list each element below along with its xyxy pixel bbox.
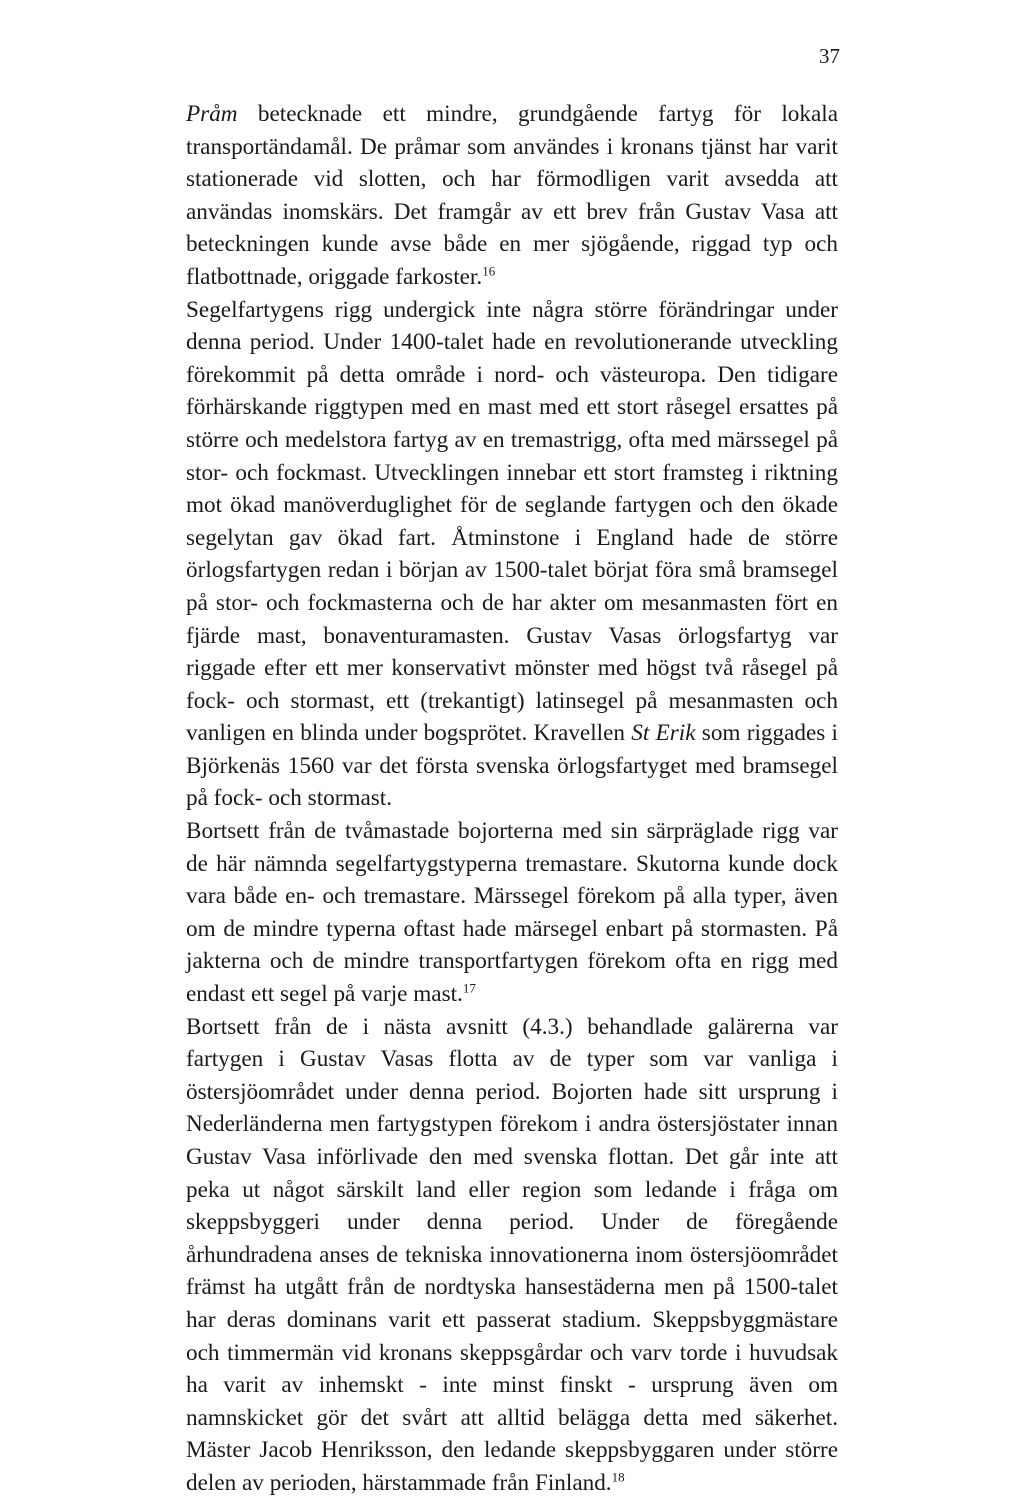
paragraph-ship-types	[186, 815, 838, 1011]
paragraph-text: Segelfartygens rigg undergick inte några större förändringar under denna period. Under 1400-talet hade en revolutionerande utveckling förekommit på detta område i nord- och västeuropa. Den tidigare förhärskande riggtypen med en mast med ett stort råsegel ersattes på större och medelstora fartyg av en tremastrigg, ofta med märssegel på stor- och fockmast. Utvecklingen innebar ett stort framsteg i riktning mot ökad manöverduglighet för de seglande fartygen och den ökade segelytan gav ökad fart. Åtminstone i England hade de större örlogsfartygen redan i början av 1500-talet börjat föra små bramsegel på stor- och fockmasterna och de har akter om mesanmasten fört en fjärde mast, bonaventuramasten. Gustav Vasas örlogsfartyg var riggade efter ett mer konservativt mönster med högst två råsegel på fock- och stormast, ett (trekantigt) latinsegel på mesanmasten och vanligen en blinda under bogsprötet. Kravellen	[186, 296, 838, 747]
paragraph-shipbuilding	[186, 1011, 838, 1500]
footnote-ref-17[interactable]: 17	[462, 980, 476, 996]
paragraph-text: Bortsett från de i nästa avsnitt (4.3.) behandlade galärerna var fartygen i Gustav Vasas flotta av de typer som var vanliga i östersjöområdet under denna period. Bojorten hade sitt ursprung i Nederländerna men fartygstypen förekom i andra östersjöstater innan Gustav Vasa införlivade den med svenska flottan. Det går inte att peka ut något särskilt land eller region som ledande i fråga om skeppsbyggeri under denna period. Under de föregående århundradena anses de tekniska innovationerna inom östersjöområdet främst ha utgått från de nordtyska hansestäderna men på 1500-talet har deras dominans varit ett passerat stadium. Skeppsbyggmästare och timmermän vid kronans skeppsgårdar och varv torde i huvudsak ha varit av inhemskt - inte minst finskt - ursprung även om namnskicket gör det svårt att alltid belägga detta med säkerhet. Mäster Jacob Henriksson, den ledande skeppsbyggaren under större delen av perioden, härstammade från Finland.	[186, 1013, 838, 1496]
paragraph-rigging	[186, 294, 838, 816]
paragraph-pram	[186, 98, 838, 294]
page-number: 37	[819, 44, 840, 68]
ship-name-st-erik: St Erik	[631, 720, 696, 747]
footnote-ref-16[interactable]: 16	[482, 263, 496, 279]
body-text	[186, 98, 838, 1500]
paragraph-text: betecknade ett mindre, grundgående fartyg för lokala transportändamål. De pråmar som användes i kronans tjänst har varit stationerade vid slotten, och har förmodligen varit avsedda att användas inomskärs. Det framgår av ett brev från Gustav Vasa att beteckningen kunde avse både en mer sjögående, riggad typ och flatbottnade, origgade farkoster.	[186, 101, 838, 290]
footnote-ref-18[interactable]: 18	[611, 1469, 625, 1485]
paragraph-text: Bortsett från de tvåmastade bojorterna med sin särpräglade rigg var de här nämnda segelfartygstyperna tremastare. Skutorna kunde dock vara både en- och tremastare. Märssegel förekom på alla typer, även om de mindre typerna oftast hade märsegel enbart på stormasten. På jakterna och de mindre transportfartygen förekom ofta en rigg med endast ett segel på varje mast.	[186, 818, 838, 1008]
paragraph-text: som riggades i Björkenäs 1560 var det första svenska örlogsfartyget med bramsegel på fock- och stormast.	[186, 720, 838, 812]
term-pram: Pråm	[186, 101, 238, 127]
